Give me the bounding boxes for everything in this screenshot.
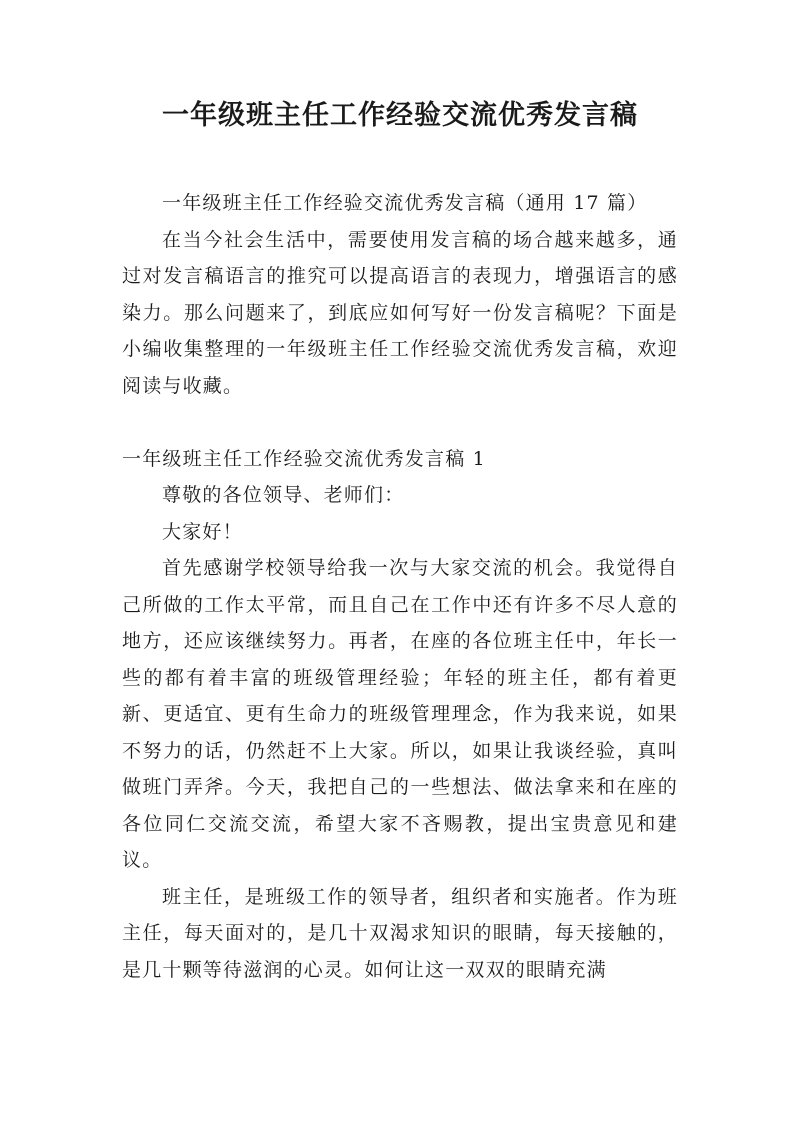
body-paragraph-1: 首先感谢学校领导给我一次与大家交流的机会。我觉得自己所做的工作太平常，而且自己在工作中还有许多不尽人意的地方，还应该继续努力。再者，在座的各位班主任中，年长一些的都有着丰富的班级管理经验；年轻的班主任，都有着更新、更适宜、更有生命力的班级管理理念，作为我来说，如果不努力的话，仍然赶不上大家。所以，如果让我谈经验，真叫做班门弄斧。今天，我把自己的一些想法、做法拿来和在座的各位同仁交流交流，希望大家不吝赐教，提出宝贵意见和建议。 — [122, 557, 678, 871]
document-title: 一年级班主任工作经验交流优秀发言稿 — [162, 100, 638, 131]
paragraph-spacer — [122, 404, 678, 441]
intro-paragraph: 在当今社会生活中，需要使用发言稿的场合越来越多，通过对发言稿语言的推究可以提高语言的表现力，增强语言的感染力。那么问题来了，到底应如何写好一份发言稿呢？下面是小编收集整理的一年级班主任工作经验交流优秀发言稿，欢迎阅读与收藏。 — [122, 228, 678, 397]
document-body — [122, 185, 678, 988]
body-paragraph-2: 班主任，是班级工作的领导者，组织者和实施者。作为班主任，每天面对的，是几十双渴求知识的眼睛，每天接触的，是几十颗等待滋润的心灵。如何让这一双双的眼睛充满 — [122, 885, 678, 981]
greeting: 大家好！ — [162, 520, 243, 543]
salutation: 尊敬的各位领导、老师们： — [162, 484, 405, 506]
document-subtitle: 一年级班主任工作经验交流优秀发言稿（通用 17 篇） — [162, 192, 648, 214]
section-heading: 一年级班主任工作经验交流优秀发言稿 1 — [122, 447, 486, 470]
